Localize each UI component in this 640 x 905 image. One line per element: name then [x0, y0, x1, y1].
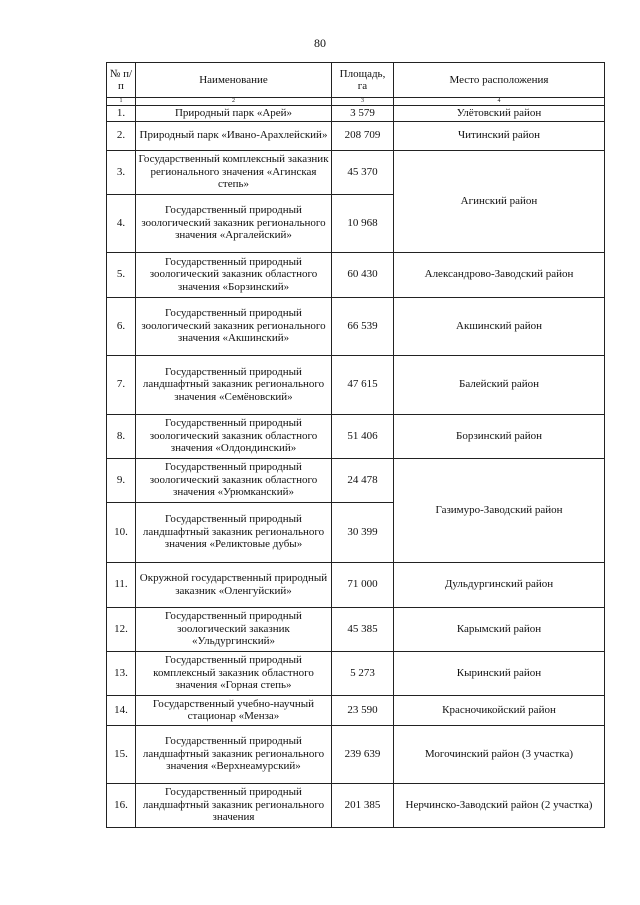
row-location: Дульдургинский район [394, 562, 605, 607]
table-row [107, 355, 605, 414]
row-location: Улётовский район [394, 106, 605, 122]
table-row [107, 252, 605, 297]
row-name: Государственный природный зоологический заказник регионального значения «Аргалейский» [136, 194, 332, 252]
table-header-row [107, 63, 605, 98]
row-num: 3. [107, 150, 136, 194]
row-num: 15. [107, 725, 136, 783]
row-area: 51 406 [332, 414, 394, 458]
row-num: 4. [107, 194, 136, 252]
row-name: Государственный природный ландшафтный заказник регионального значения [136, 783, 332, 827]
row-location: Нерчинско-Заводский район (2 участка) [394, 783, 605, 827]
row-area: 45 385 [332, 607, 394, 651]
row-name: Государственный учебно-научный стационар «Менза» [136, 695, 332, 725]
row-name: Государственный природный комплексный заказник областного значения «Горная степь» [136, 651, 332, 695]
row-area: 60 430 [332, 252, 394, 297]
row-num: 14. [107, 695, 136, 725]
table-row [107, 695, 605, 725]
row-area: 45 370 [332, 150, 394, 194]
table-row [107, 121, 605, 150]
table-row [107, 783, 605, 827]
row-area: 23 590 [332, 695, 394, 725]
row-area: 239 639 [332, 725, 394, 783]
row-name: Государственный комплексный заказник регионального значения «Агинская степь» [136, 150, 332, 194]
row-location: Читинский район [394, 121, 605, 150]
row-num: 9. [107, 458, 136, 502]
row-location: Газимуро-Заводский район [394, 458, 605, 562]
row-location: Красночикойский район [394, 695, 605, 725]
row-area: 201 385 [332, 783, 394, 827]
row-num: 16. [107, 783, 136, 827]
row-area: 10 968 [332, 194, 394, 252]
page-number: 80 [314, 36, 326, 50]
row-location: Александрово-Заводский район [394, 252, 605, 297]
row-area: 5 273 [332, 651, 394, 695]
row-area: 71 000 [332, 562, 394, 607]
row-num: 7. [107, 355, 136, 414]
table-row [107, 106, 605, 122]
protected-areas-table [106, 62, 605, 828]
row-num: 6. [107, 297, 136, 355]
row-num: 1. [107, 106, 136, 122]
table-row [107, 562, 605, 607]
row-num: 2. [107, 121, 136, 150]
row-name: Природный парк «Арей» [136, 106, 332, 122]
row-location: Карымский район [394, 607, 605, 651]
row-location: Балейский район [394, 355, 605, 414]
row-area: 3 579 [332, 106, 394, 122]
row-num: 8. [107, 414, 136, 458]
row-area: 47 615 [332, 355, 394, 414]
column-number: 4 [394, 98, 605, 106]
row-name: Государственный природный зоологический заказник регионального значения «Акшинский» [136, 297, 332, 355]
table-row [107, 414, 605, 458]
header-area: Площадь, га [332, 63, 394, 98]
table-row [107, 725, 605, 783]
row-name: Государственный природный зоологический заказник областного значения «Борзинский» [136, 252, 332, 297]
row-name: Государственный природный зоологический заказник областного значения «Урюмканский» [136, 458, 332, 502]
row-name: Природный парк «Ивано-Арахлейский» [136, 121, 332, 150]
table-row [107, 458, 605, 502]
row-name: Государственный природный ландшафтный заказник регионального значения «Семёновский» [136, 355, 332, 414]
header-num: № п/п [107, 63, 136, 98]
table-row [107, 651, 605, 695]
row-num: 11. [107, 562, 136, 607]
row-location: Кыринский район [394, 651, 605, 695]
table-row [107, 297, 605, 355]
row-location: Борзинский район [394, 414, 605, 458]
row-name: Государственный природный ландшафтный заказник регионального значения «Реликтовые дубы» [136, 502, 332, 562]
row-location: Могочинский район (3 участка) [394, 725, 605, 783]
column-number-row [107, 98, 605, 106]
table-row [107, 607, 605, 651]
row-area: 208 709 [332, 121, 394, 150]
row-num: 13. [107, 651, 136, 695]
row-name: Окружной государственный природный заказник «Оленгуйский» [136, 562, 332, 607]
row-area: 66 539 [332, 297, 394, 355]
column-number: 1 [107, 98, 136, 106]
column-number: 2 [136, 98, 332, 106]
row-location: Акшинский район [394, 297, 605, 355]
row-num: 10. [107, 502, 136, 562]
row-area: 24 478 [332, 458, 394, 502]
table-row [107, 150, 605, 194]
row-location: Агинский район [394, 150, 605, 252]
header-name: Наименование [136, 63, 332, 98]
row-name: Государственный природный ландшафтный заказник регионального значения «Верхнеамурский» [136, 725, 332, 783]
row-name: Государственный природный зоологический заказник «Ульдургинский» [136, 607, 332, 651]
row-num: 5. [107, 252, 136, 297]
header-location: Место расположения [394, 63, 605, 98]
row-name: Государственный природный зоологический заказник областного значения «Олдондинский» [136, 414, 332, 458]
row-area: 30 399 [332, 502, 394, 562]
row-num: 12. [107, 607, 136, 651]
column-number: 3 [332, 98, 394, 106]
